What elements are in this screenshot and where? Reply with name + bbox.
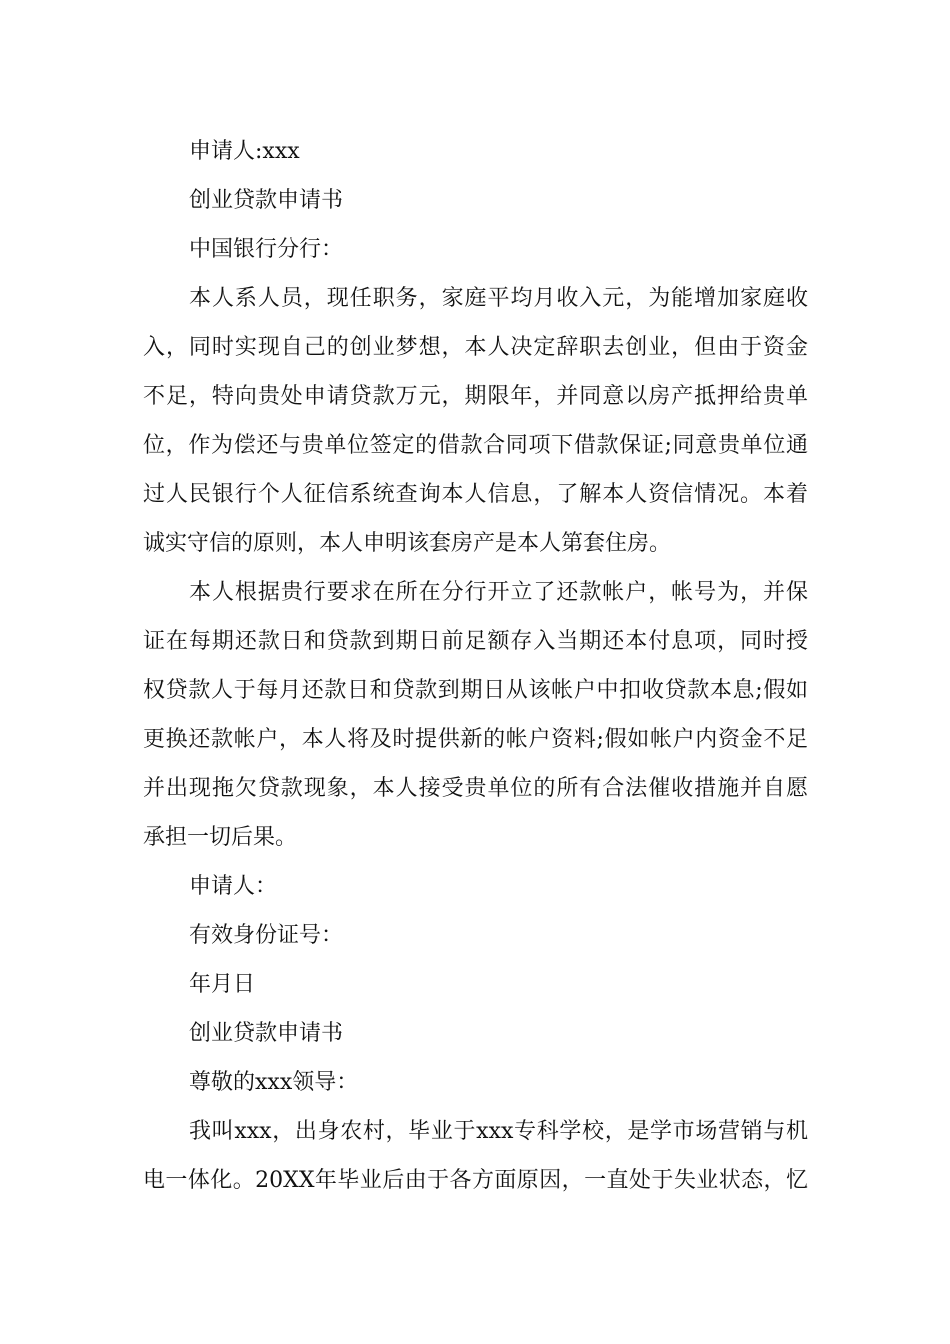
salutation-line: 尊敬的xxx领导： (189, 1070, 359, 1095)
recipient-line: 中国银行分行： (189, 237, 344, 262)
document-body (143, 127, 808, 1205)
paragraph-line: 承担一切后果。 (143, 825, 298, 850)
second-document-title: 创业贷款申请书 (189, 1021, 344, 1046)
paragraph-line: 我叫xxx，出身农村，毕业于xxx专科学校，是学市场营销与机 (189, 1119, 808, 1144)
paragraph-line: 本人根据贵行要求在所在分行开立了还款帐户，帐号为，并保 (189, 580, 808, 605)
paragraph-line: 入，同时实现自己的创业梦想，本人决定辞职去创业，但由于资金 (143, 335, 808, 360)
paragraph-line: 本人系人员，现任职务，家庭平均月收入元，为能增加家庭收 (189, 286, 808, 311)
signature-date-line: 年月日 (189, 972, 256, 997)
paragraph-line: 不足，特向贵处申请贷款万元，期限年，并同意以房产抵押给贵单 (143, 384, 808, 409)
paragraph-line: 电一体化。20XX年毕业后由于各方面原因，一直处于失业状态，忆 (143, 1168, 808, 1193)
paragraph-line: 并出现拖欠贷款现象，本人接受贵单位的所有合法催收措施并自愿 (143, 776, 808, 801)
paragraph-line: 权贷款人于每月还款日和贷款到期日从该帐户中扣收贷款本息;假如 (143, 678, 808, 703)
signature-id-line: 有效身份证号： (189, 923, 344, 948)
paragraph-line: 诚实守信的原则，本人申明该套房产是本人第套住房。 (143, 531, 672, 556)
paragraph-line: 更换还款帐户，本人将及时提供新的帐户资料;假如帐户内资金不足 (143, 727, 808, 752)
paragraph-line: 证在每期还款日和贷款到期日前足额存入当期还本付息项，同时授 (143, 629, 808, 654)
signature-applicant-line: 申请人： (189, 874, 278, 899)
paragraph-line: 过人民银行个人征信系统查询本人信息，了解本人资信情况。本着 (143, 482, 808, 507)
applicant-line: 申请人:xxx (189, 139, 300, 164)
paragraph-line: 位，作为偿还与贵单位签定的借款合同项下借款保证;同意贵单位通 (143, 433, 808, 458)
document-title: 创业贷款申请书 (189, 188, 344, 213)
